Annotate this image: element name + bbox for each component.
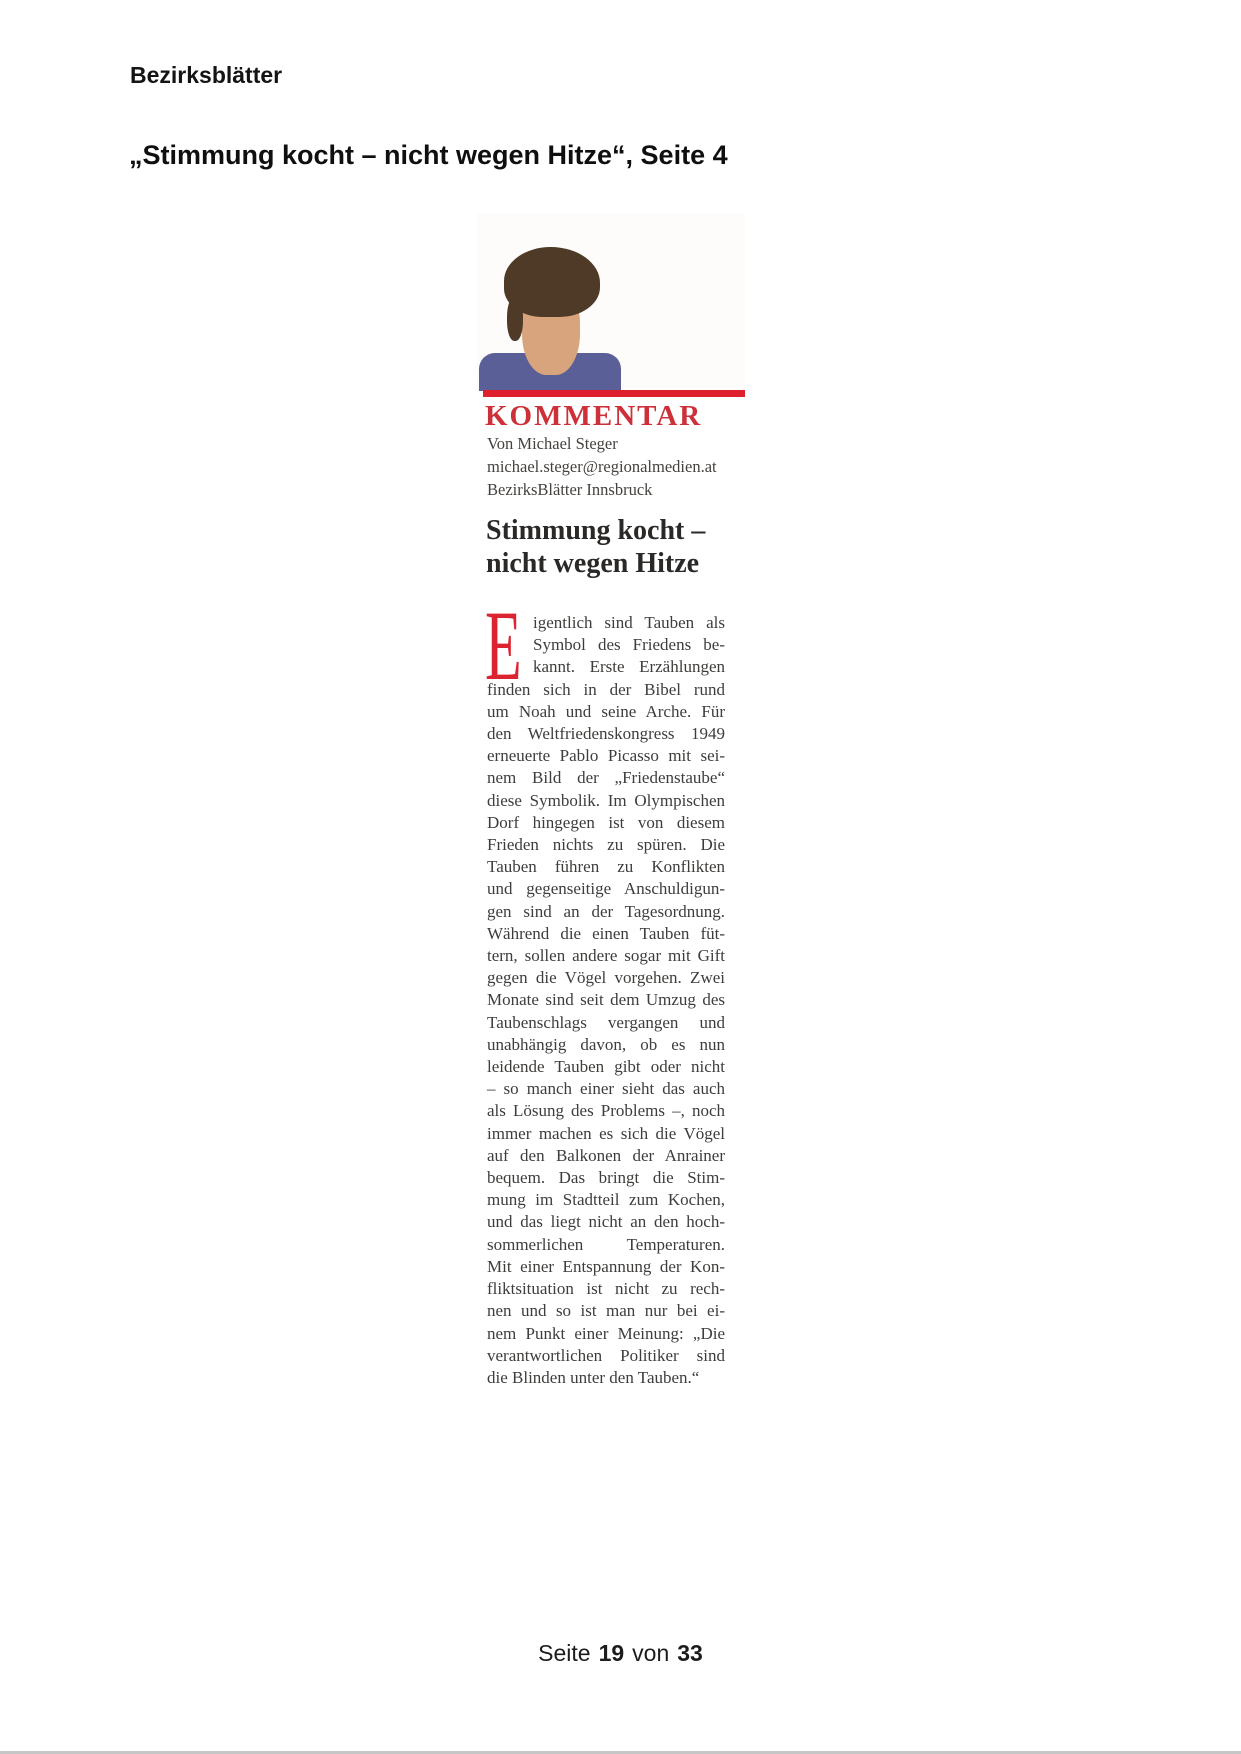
byline: [487, 432, 717, 501]
body-line: diese Symbolik. Im Olympischen: [487, 790, 725, 810]
body-line: mung im Stadtteil zum Kochen,: [487, 1190, 725, 1210]
body-line: tern, sollen andere sogar mit Gift: [487, 946, 725, 966]
body-line: fliktsituation ist nicht zu rech-: [487, 1279, 725, 1299]
drop-cap: E: [485, 590, 522, 701]
body-line: kannt. Erste Erzählungen: [533, 657, 725, 677]
page-footer: [0, 1640, 1241, 1667]
body-line: verantwortlichen Politiker sind: [487, 1345, 725, 1365]
body-line: gegen die Vögel vorgehen. Zwei: [487, 968, 725, 988]
publication-label: Bezirksblätter: [130, 62, 283, 88]
footer-of-label: von: [632, 1640, 670, 1666]
body-line: bequem. Das bringt die Stim-: [487, 1168, 725, 1188]
footer-total-pages: 33: [677, 1640, 703, 1666]
body-line: nem Punkt einer Meinung: „Die: [487, 1323, 725, 1343]
body-line: Symbol des Friedens be-: [533, 635, 725, 655]
body-line: immer machen es sich die Vögel: [487, 1123, 725, 1143]
byline-author: Von Michael Steger: [487, 434, 618, 453]
body-line: finden sich in der Bibel rund: [487, 679, 725, 699]
footer-label: Seite: [538, 1640, 591, 1666]
body-line: – so manch einer sieht das auch: [487, 1079, 725, 1099]
byline-email: michael.steger@regionalmedien.at: [487, 457, 717, 476]
body-line: Taubenschlags vergangen und: [487, 1012, 725, 1032]
body-line: gen sind an der Tagesordnung.: [487, 901, 725, 921]
byline-publication: BezirksBlätter Innsbruck: [487, 480, 653, 499]
author-portrait-image: [477, 213, 745, 391]
body-line: erneuerte Pablo Picasso mit sei-: [487, 746, 725, 766]
body-line: nem Bild der „Friedenstaube“: [487, 768, 725, 788]
footer-page-number: 19: [598, 1640, 625, 1666]
headline-line: Stimmung kocht –: [486, 515, 706, 546]
body-line: unabhängig davon, ob es nun: [487, 1034, 725, 1054]
body-line: und das liegt nicht an den hoch-: [487, 1212, 725, 1232]
body-line: sommerlichen Temperaturen.: [487, 1234, 725, 1254]
headline-line: nicht wegen Hitze: [486, 548, 700, 579]
article-headline: [486, 514, 705, 580]
body-line: als Lösung des Problems –, noch: [487, 1101, 725, 1121]
section-label: KOMMENTAR: [485, 400, 703, 432]
body-line: Tauben führen zu Konflikten: [487, 857, 725, 877]
body-line: Frieden nichts zu spüren. Die: [487, 835, 725, 855]
section-red-rule: [483, 390, 745, 397]
body-line: leidende Tauben gibt oder nicht: [487, 1057, 725, 1077]
clipping-title: „Stimmung kocht – nicht wegen Hitze“, Seite 4: [129, 140, 728, 170]
body-line: den Weltfriedenskongress 1949: [487, 724, 725, 744]
body-line: igentlich sind Tauben als: [533, 613, 725, 632]
article-body: [485, 590, 725, 1389]
body-line: auf den Balkonen der Anrainer: [487, 1145, 725, 1165]
article-body-lines: [487, 612, 725, 1389]
body-line: Während die einen Tauben füt-: [487, 923, 725, 943]
body-line: die Blinden unter den Tauben.“: [487, 1367, 700, 1387]
body-line: Mit einer Entspannung der Kon-: [487, 1256, 725, 1276]
body-line: und gegenseitige Anschuldigun-: [487, 879, 725, 899]
body-line: Monate sind seit dem Umzug des: [487, 990, 725, 1010]
portrait-hair-side-shape: [507, 297, 523, 341]
body-line: nen und so ist man nur bei ei-: [487, 1301, 725, 1321]
body-line: Dorf hingegen ist von diesem: [487, 812, 725, 832]
body-line: um Noah und seine Arche. Für: [487, 701, 725, 721]
